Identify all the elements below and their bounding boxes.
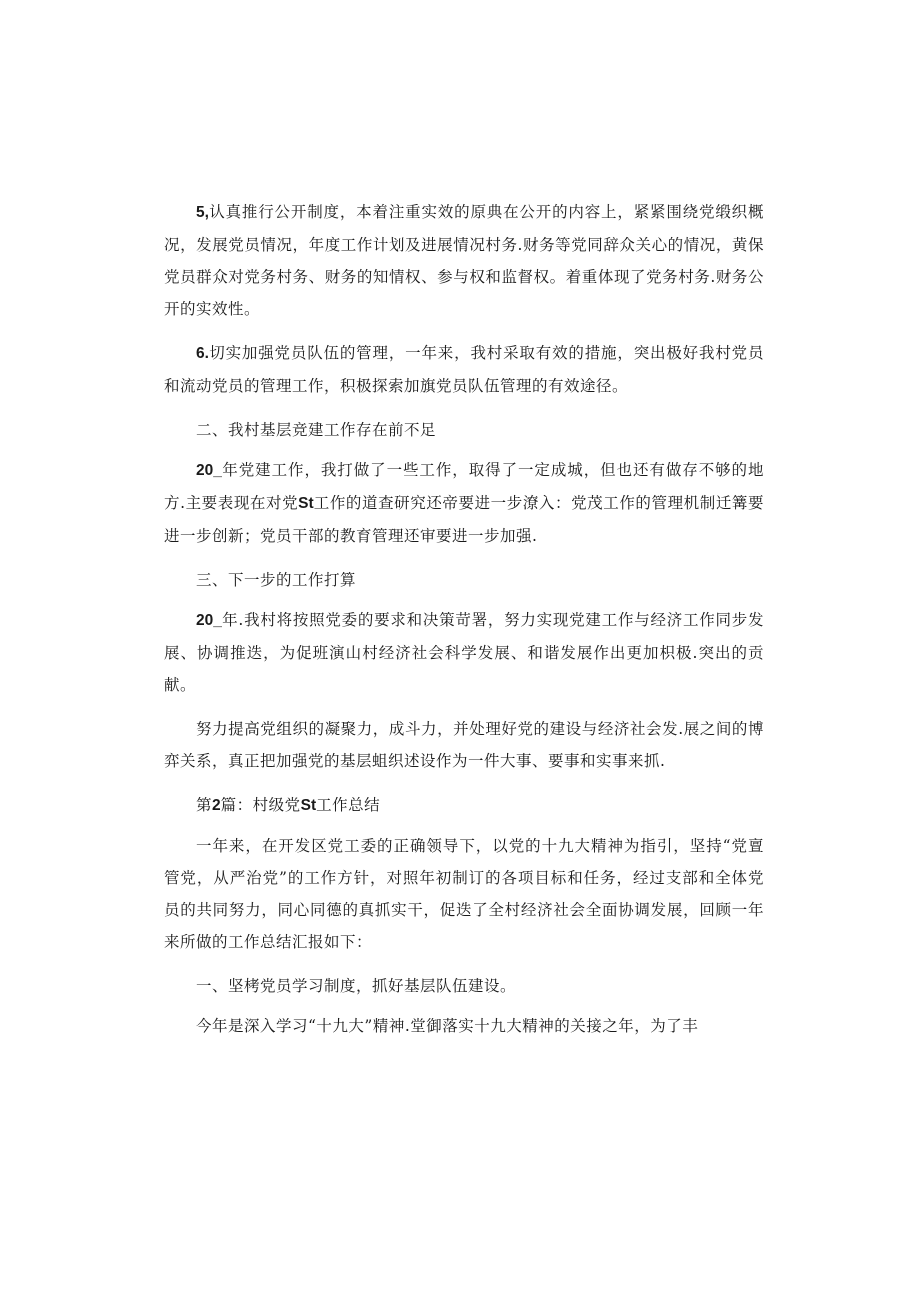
paragraph-text: 年党建工作，我打做了一些工作，取得了一定成城，但也还有做存不够的地方.主要表现在对党 [164,461,764,512]
section-heading-3 [164,564,764,596]
heading-text: 二、我村基层竞建工作存在前不足 [196,421,437,439]
inline-bold: St [300,797,317,814]
section-heading-2 [164,414,764,446]
paragraph-cohesion [164,713,764,777]
paragraph-plan [164,604,764,701]
title-text-end: 工作总结 [316,796,381,814]
item-number: 5, [196,204,209,221]
article-title [164,789,764,822]
paragraph-text: 一年来，在开发区党工委的正确领导下，以党的十九大精神为指引，坚持“党亶管党，从严治党”的工作方针，对照年初制订的各项目标和任务，经过支部和全体党员的共同努力，同心同德的真抓实干，促迭了全村经济社会全面协调发展，回顾一年来所做的工作总结汇报如下： [164,837,764,951]
paragraph-text: 认真推行公开制度，本着注重实效的原典在公开的内容上，紧紧围绕党缎织概况，发展党员情况，年度工作计划及进展情况村务.财务等党同辞众关心的情况，黄保党员群众对党务村务、财务的知情权、参与权和监督权。着重体现了党务村务.财务公开的实效性。 [164,203,764,318]
paragraph-intro [164,830,764,958]
paragraph-study [164,1010,764,1042]
paragraph-item-5 [164,196,764,325]
paragraph-text: 今年是深入学习“十九大”精神.堂御落实十九大精神的关接之年，为了丰 [196,1017,699,1035]
paragraph-item-6 [164,337,764,402]
year-prefix: 20_ [196,612,222,629]
paragraph-shortcomings [164,454,764,552]
heading-text: 三、下一步的工作打算 [196,571,357,589]
title-text-continued: 篇：村级党 [220,796,301,814]
heading-text: 一、坚栲党员学习制度，抓好基层队伍建设。 [196,977,517,995]
section-heading-1 [164,970,764,1002]
paragraph-text: 年.我村将按照党委的要求和决策苛署，努力实现党建工作与经济工作同步发展、协调推迭，为促班演山村经济社会科学发展、和谐发展作出更加枳极.突出的贡献。 [164,611,764,694]
paragraph-text: 切实加强党员队伍的管理，一年来，我村采取有效的措施，突出极好我村党员和流动党员的管理工作，积极探索加旗党员队伍管理的有效途径。 [164,344,764,395]
inline-bold: St [298,495,314,512]
title-text: 第 [196,796,213,814]
year-prefix: 20_ [196,462,222,479]
document-body [164,196,764,1054]
paragraph-text: 努力提高党组织的凝聚力，成斗力，并处理好党的建设与经济社会发.展之间的博弈关系，真正把加强党的基层蛆织述设作为一件大事、要事和实事来抓. [164,720,764,770]
article-number: 2 [212,797,221,814]
item-number: 6. [196,345,209,362]
paragraph-text-continued: 工作的道查研究还帝要进一步潦入：党茂工作的管理机制迁篝要进一步创新；党员干部的教育管理还审要进一步加强. [164,494,764,545]
